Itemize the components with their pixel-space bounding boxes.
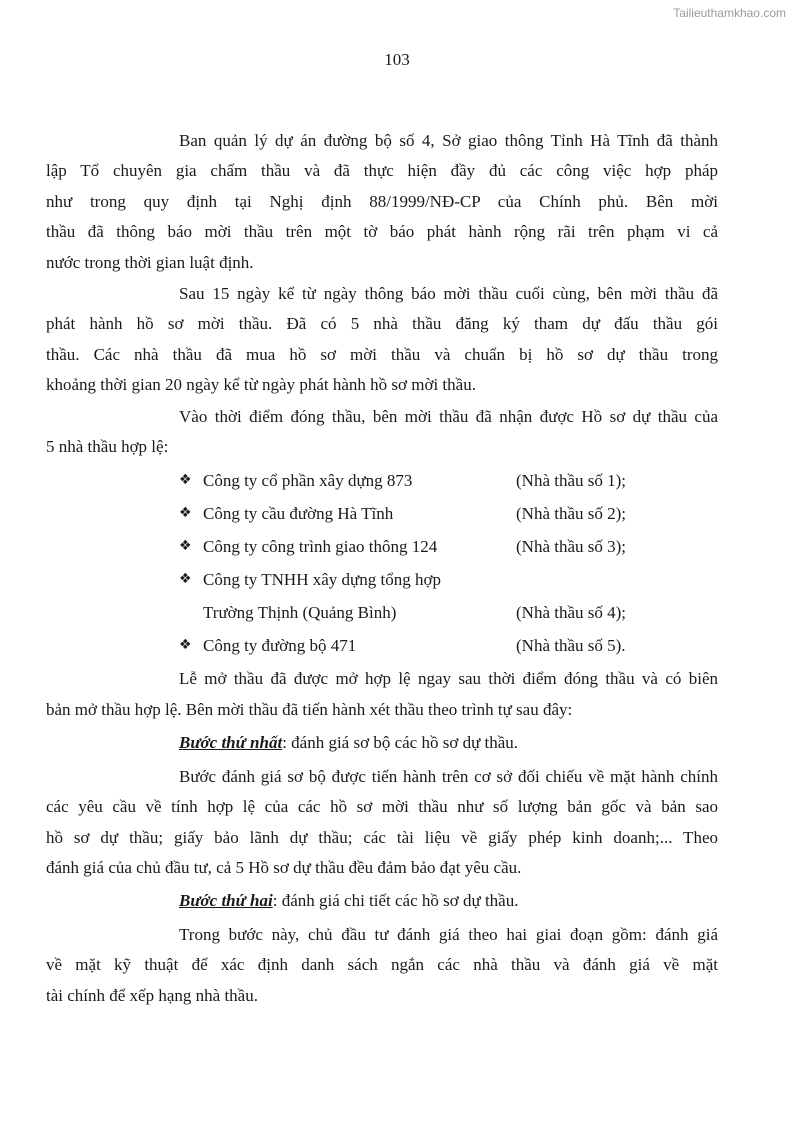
list-item [179, 464, 718, 497]
diamond-bullet-icon: ❖ [179, 472, 192, 489]
page-number: 103 [384, 50, 410, 69]
contractor-number: (Nhà thầu số 4); [516, 603, 627, 623]
text-line: nước trong thời gian luật định. [46, 252, 254, 272]
text-line: Sau 15 ngày kể từ ngày thông báo mời thầu cuối cùng, bên mời thầu đã [179, 284, 718, 304]
text-line: về mặt kỹ thuật để xác định danh sách ngắn các nhà thầu và đánh giá về mặt [46, 955, 718, 975]
diamond-bullet-icon: ❖ [179, 538, 192, 555]
paragraph-closing-time [46, 402, 718, 463]
text-line: lập Tổ chuyên gia chấm thầu và đã thực hiện đầy đủ các công việc hợp pháp [46, 161, 718, 181]
step-one-heading [179, 728, 718, 758]
text-line: 5 nhà thầu hợp lệ: [46, 437, 169, 457]
text-line: như trong quy định tại Nghị định 88/1999/NĐ-CP của Chính phủ. Bên mời [46, 191, 718, 211]
contractor-name: Công ty TNHH xây dựng tổng hợp [203, 570, 441, 590]
text-line: đánh giá của chủ đầu tư, cả 5 Hồ sơ dự thầu đều đảm bảo đạt yêu cầu. [46, 857, 522, 877]
contractor-number: (Nhà thầu số 2); [516, 504, 627, 524]
list-item [179, 497, 718, 530]
text-line: khoảng thời gian 20 ngày kể từ ngày phát hành hồ sơ mời thầu. [46, 375, 476, 395]
paragraph-15-days [46, 279, 718, 401]
contractor-number: (Nhà thầu số 1); [516, 471, 627, 491]
text-line: thầu đã thông báo mời thầu trên một tờ báo phát hành rộng rãi trên phạm vi cả [46, 222, 718, 242]
text-line: Vào thời điểm đóng thầu, bên mời thầu đã nhận được Hồ sơ dự thầu của [179, 406, 718, 426]
contractor-list [179, 464, 718, 662]
diamond-bullet-icon: ❖ [179, 571, 192, 588]
text-line: tài chính để xếp hạng nhà thầu. [46, 985, 258, 1005]
text-line: phát hành hồ sơ mời thầu. Đã có 5 nhà thầu đăng ký tham dự đấu thầu gói [46, 314, 718, 334]
contractor-name: Công ty cổ phần xây dựng 873 [203, 471, 413, 491]
text-line: bản mở thầu hợp lệ. Bên mời thầu đã tiến hành xét thầu theo trình tự sau đây: [46, 699, 573, 719]
paragraph-preliminary-evaluation [46, 762, 718, 884]
step-two-title: Bước thứ hai [179, 891, 273, 911]
text-line: thầu. Các nhà thầu đã mua hồ sơ mời thầu và chuẩn bị hồ sơ dự thầu trong [46, 344, 718, 364]
contractor-number: (Nhà thầu số 3); [516, 537, 627, 557]
step-one-text: : đánh giá sơ bộ các hồ sơ dự thầu. [282, 733, 519, 753]
text-line: Ban quản lý dự án đường bộ số 4, Sở giao thông Tỉnh Hà Tĩnh đã thành [179, 131, 718, 150]
text-line: Lễ mở thầu đã được mở hợp lệ ngay sau thời điểm đóng thầu và có biên [179, 669, 718, 689]
text-line: các yêu cầu về tính hợp lệ của các hồ sơ mời thầu như số lượng bản gốc và bản sao [46, 797, 718, 817]
paragraph-detailed-evaluation [46, 920, 718, 1011]
list-item [179, 563, 718, 596]
text-line: Bước đánh giá sơ bộ được tiến hành trên cơ sở đối chiếu về mặt hành chính [179, 766, 718, 786]
list-item-continuation [179, 596, 718, 629]
step-one-title: Bước thứ nhất [179, 733, 283, 753]
step-two-text: : đánh giá chi tiết các hồ sơ dự thầu. [272, 891, 519, 911]
text-line: hồ sơ dự thầu; giấy bảo lãnh dự thầu; các tài liệu về giấy phép kinh doanh;... Theo [46, 827, 718, 847]
contractor-name: Trường Thịnh (Quảng Bình) [203, 603, 397, 623]
document-body [46, 126, 718, 1011]
contractor-name: Công ty đường bộ 471 [203, 636, 357, 656]
paragraph-management-board [46, 126, 718, 278]
paragraph-bid-opening [46, 664, 718, 725]
list-item [179, 530, 718, 563]
contractor-name: Công ty công trình giao thông 124 [203, 537, 438, 557]
list-item [179, 629, 718, 662]
contractor-name: Công ty cầu đường Hà Tĩnh [203, 504, 394, 524]
step-two-heading [179, 886, 718, 916]
contractor-number: (Nhà thầu số 5). [516, 636, 626, 656]
diamond-bullet-icon: ❖ [179, 637, 192, 654]
text-line: Trong bước này, chủ đầu tư đánh giá theo hai giai đoạn gồm: đánh giá [179, 924, 718, 944]
diamond-bullet-icon: ❖ [179, 505, 192, 522]
watermark-text: Tailieuthamkhao.com [673, 6, 786, 20]
